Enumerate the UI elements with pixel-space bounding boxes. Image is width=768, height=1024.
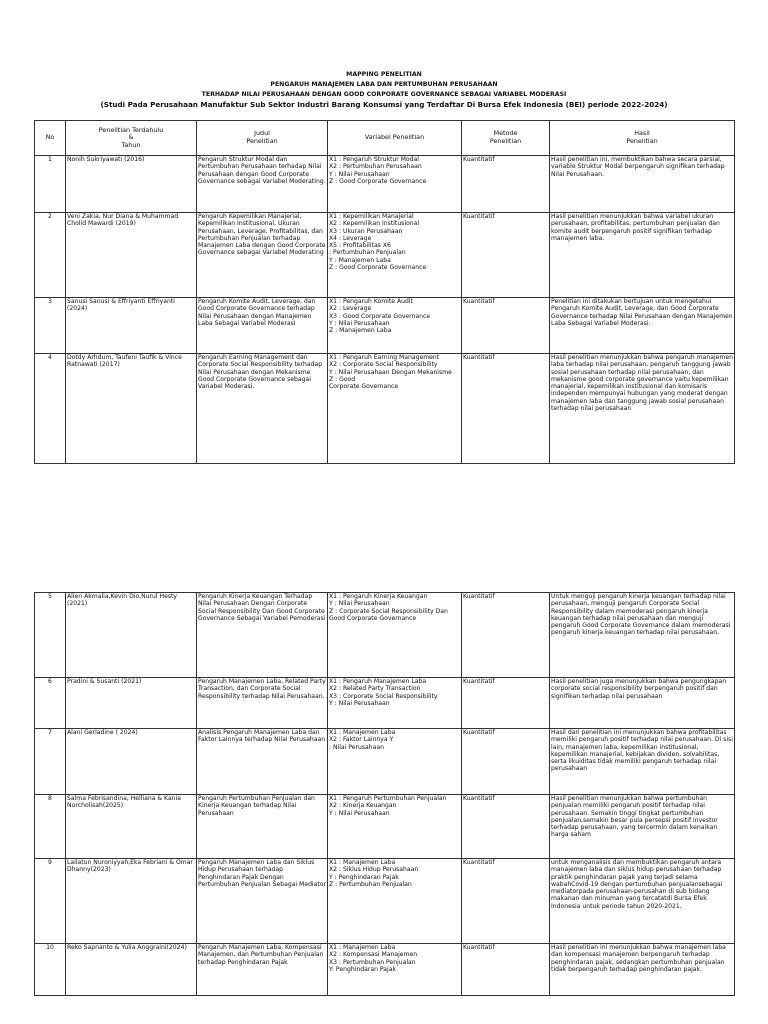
cell-peneliti: Sanusi Sanusi & Effriyanti Effriyanti (2024)	[66, 298, 197, 354]
cell-peneliti: Reko Sapnanto & Yulia Anggraini(2024)	[66, 944, 197, 996]
header-no: No	[35, 121, 66, 156]
cell-judul: Pengaruh Komite Audit, Leverage, dan Good Corporate Governance terhadap Nilai Perusahaan dengan Manajemen Laba Sebagai Variabel Moderasi	[197, 298, 328, 354]
cell-variabel: X1 : Pengaruh Kinerja Keuangan Y : Nilai Perusahaan Z : Corporate Social Responsibility Dan Good Corporate Governance	[328, 593, 462, 678]
cell-hasil: Hasil penelitian menunjukkan bahwa variabel ukuran perusahaan, profitabilitas, pertumbuhan penjualan dan komite audit berpengaruh positif signifikan terhadap manajemen laba.	[550, 213, 735, 298]
cell-metode: Kuantitatif	[462, 678, 550, 729]
cell-metode: Kuantitatif	[462, 298, 550, 354]
title-line-2: PENGARUH MANAJEMEN LABA DAN PERTUMBUHAN PERUSAHAAN	[270, 81, 498, 88]
table-header-row	[35, 121, 735, 156]
cell-metode: Kuantitatif	[462, 213, 550, 298]
cell-peneliti: Pradini & Susanti (2021)	[66, 678, 197, 729]
document-title-block	[0, 70, 768, 110]
cell-judul: Pengaruh Kepemilikan Manajerial, Kepemilikan Institusional, Ukuran Perusahaan, Leverage, Profitabilitas, dan Pertumbuhan Penjualan terhadap Manajemen Laba dengan Good Corporate Governance sebagai Variabel Moderating	[197, 213, 328, 298]
cell-hasil: Untuk menguji pengaruh kinerja keuangan terhadap nilai perusahaan, menguji pengaruh Corporate Social Responsibility dalam memoderasi pengaruh kinerja keuangan terhadap nilai perusahaan dan menguji pengaruh Good Corporate Governance dalam memoderasi pengaruh kinerja keuangan terhadap nilai perusahaan.	[550, 593, 735, 678]
cell-variabel: X1 : Manajemen Laba X2 : Siklus Hidup Perusahaan Y : Penghindaran Pajak Z : Pertumbuhan Penjualan	[328, 859, 462, 944]
header-metode: Metode Penelitian	[462, 121, 550, 156]
header-judul: Judul Penelitian	[197, 121, 328, 156]
cell-no: 2	[35, 213, 66, 298]
cell-metode: Kuantitatif	[462, 944, 550, 996]
header-peneliti: Penelitian Terdahulu & Tahun	[66, 121, 197, 156]
cell-metode: Kuantitatif	[462, 354, 550, 464]
title-line-4: (Studi Pada Perusahaan Manufaktur Sub Sektor Industri Barang Konsumsi yang Terdaftar Di Bursa Efek Indonesia (BEI) periode 2022-2024)	[100, 100, 668, 109]
cell-no: 4	[35, 354, 66, 464]
cell-judul: Pengaruh Manajemen Laba dan Siklus Hidup Perusahaan terhadap Penghindaran Pajak Dengan Pertumbuhan Penjualan Sebagai Mediator	[197, 859, 328, 944]
cell-peneliti: Lailatun Nuroniyyah,Eka Febriani & Omar Dhanny(2023)	[66, 859, 197, 944]
cell-judul: Pengaruh Manajemen Laba, Kompensasi Manajemen, dan Pertumbuhan Penjualan terhadap Penghindaran Pajak	[197, 944, 328, 996]
cell-peneliti: Alien Akmalia,Kevin Dio,Nurul Hesty (2021)	[66, 593, 197, 678]
cell-judul: Pengaruh Pertumbuhan Penjualan dan Kinerja Keuangan terhadap Nilai Perusahaan	[197, 795, 328, 859]
cell-variabel: X1 : Pengaruh Manajemen Laba X2 : Related Party Transaction X3 : Corporate Social Responsibility Y : Nilai Perusahaan	[328, 678, 462, 729]
table-row	[35, 354, 735, 464]
cell-judul: Pengaruh Kinerja Keuangan Terhadap Nilai Perusahaan Dengan Corporate Social Responsibility Dan Good Corporate Governance Sebagai Variabel Pemoderasi	[197, 593, 328, 678]
header-variabel: Variabel Penelitian	[328, 121, 462, 156]
cell-judul: Pengaruh Earning Management dan Corporate Social Responsibility terhadap Nilai Perusahaan dengan Mekanisme Good Corporate Governance sebagai Variabel Moderasi.	[197, 354, 328, 464]
cell-variabel: X1 : Manajemen Laba X2 : Faktor Lainnya Y : Nilai Perusahaan	[328, 729, 462, 795]
cell-hasil: Hasil penelitian ini menunjukkan bahwa manajemen laba dan kompensasi manajemen berpengaruh terhadap penghindaran pajak, sedangkan pertumbuhan penjualan tidak berpengaruh terhadap penghindaran pajak.	[550, 944, 735, 996]
cell-variabel: X1 : Pengaruh Komite Audit X2 : Leverage X3 : Good Corporate Governance Y : Nilai Perusahaan Z : Manajemen Laba	[328, 298, 462, 354]
table-row	[35, 944, 735, 996]
table-row	[35, 729, 735, 795]
title-line-1: MAPPING PENELITIAN	[346, 71, 422, 78]
cell-no: 3	[35, 298, 66, 354]
cell-metode: Kuantitatif	[462, 859, 550, 944]
cell-judul: Pengaruh Struktur Modal dan Pertumbuhan Perusahaan terhadap Nilai Perusahaan dengan Good Corporate Governance sebagai Variabel Moderating.	[197, 156, 328, 213]
cell-hasil: Hasil penelitian menunjukkan bahwa pertumbuhan penjualan memiliki pengaruh positif terhadap nilai perusahaan. Semakin tinggi tingkat pertumbuhan penjualan,semakin besar pula persepsi positif investor terhadap perusahaan, yang tercermin dalam kenaikan harga saham	[550, 795, 735, 859]
cell-hasil: Hasil penelitian juga menunjukkan bahwa pengungkapan corporate social responsibility berpengaruh positif dan signifikan terhadap nilai perusahaan	[550, 678, 735, 729]
cell-variabel: X1 : Kepemilikan Manajerial X2 : Kepemilikan Institusional X3 : Ukuran Perusahaan X4 : Leverage X5 : Profitabilitas X6 : Pertumbuhan Penjualan Y : Manajemen Laba Z : Good Corporate Governance	[328, 213, 462, 298]
cell-no: 1	[35, 156, 66, 213]
table-row	[35, 156, 735, 213]
table-row	[35, 298, 735, 354]
table-row	[35, 678, 735, 729]
title-line-3: TERHADAP NILAI PERUSAHAAN DENGAN GOOD CORPORATE GOVERNANCE SEBAGAI VARIABEL MODERASI	[201, 91, 567, 98]
cell-metode: Kuantitatif	[462, 156, 550, 213]
cell-hasil: Penelitian ini ditakukan bertujuan untuk mengetahui Pengaruh Komite Audit, Leverage, dan Good Corporate Governance terhadap Nilai Perusahaan dengan Manajemen Laba Sebagai Variabel Moderasi.	[550, 298, 735, 354]
cell-peneliti: Dotdy Arhdum, Taufeni Taufik & Vince Ratnawati (2017)	[66, 354, 197, 464]
cell-metode: Kuantitatif	[462, 795, 550, 859]
cell-metode: Kuantitatif	[462, 729, 550, 795]
cell-peneliti: Alani Gerladine ( 2024)	[66, 729, 197, 795]
cell-no: 6	[35, 678, 66, 729]
cell-judul: Pengaruh Manajemen Laba, Related Party Transaction, dan Corporate Social Responsibility terhadap Nilai Perusahaan.	[197, 678, 328, 729]
cell-variabel: X1 : Pengaruh Earning Management X2 : Corporate Social Responsibility Y : Nilai Perusahaan Dengan Mekanisme Z : Good Corporate Governance	[328, 354, 462, 464]
cell-hasil: Hasil penelitian menunjukkan bahwa pengaruh manajemen laba terhadap nilai perusahaan, pengaruh tanggung jawab sosial perusahaan terhadap nilai perusahaan, dan mekanisme good corporate governance yaitu kepemilikan manajerial, kepemilikan institusional dan komisaris independen mempunyai hubungan yang moderat dengan manajemen laba dan tanggung jawab sosial perusahaan terhadap nilai perusahaan	[550, 354, 735, 464]
cell-no: 7	[35, 729, 66, 795]
mapping-table-page2	[34, 592, 735, 996]
cell-variabel: X1 : Pengaruh Pertumbuhan Penjualan X2 : Kinerja Keuangan Y : Nilai Perusahaan	[328, 795, 462, 859]
cell-hasil: untuk menganalisis dan membuktikan pengaruh antara manajemen laba dan siklus hidup perusahaan terhadap praktik penghindaran pajak yang terjadi selama wabahCovid-19 dengan pertumbuhan penjualansebagai mediatorpada perusahaan-perusahan di sub bidang makanan dan minuman yang tercatatdi Bursa Efek Indonesia untuk periode tahun 2020-2021.	[550, 859, 735, 944]
cell-no: 10	[35, 944, 66, 996]
cell-peneliti: Salma Febrisandina, Helliana & Kania Nurcholisah(2025)	[66, 795, 197, 859]
cell-no: 8	[35, 795, 66, 859]
table-row	[35, 593, 735, 678]
cell-no: 5	[35, 593, 66, 678]
cell-metode: Kuantitatif	[462, 593, 550, 678]
cell-peneliti: Veni Zakia, Nur Diana & Muhammad Cholid Mawardi (2019)	[66, 213, 197, 298]
cell-hasil: Hasil dari penelitian ini menunjukkan bahwa profitabilitas memiliki pengaruh positif terhadap nilai perusahaan. Di sisi lain, manajemen laba, kepemilikan institusional, kepemilikan manajerial, kebijakan dividen, solvabilitas, serta likuiditas tidak memiliki pengaruh terhadap nilai perusahaan	[550, 729, 735, 795]
table-row	[35, 795, 735, 859]
cell-judul: Analisis Pengaruh Manajemen Laba dan Faktor Lainnya terhadap Nilai Perusahaan	[197, 729, 328, 795]
table-row	[35, 213, 735, 298]
cell-peneliti: Nonih Sukriyawati (2016)	[66, 156, 197, 213]
mapping-table-page1	[34, 120, 735, 464]
cell-variabel: X1 : Manajemen Laba X2 : Kompensasi Manajemen X3 : Pertumbuhan Penjualan Y: Penghindaran Pajak	[328, 944, 462, 996]
cell-no: 9	[35, 859, 66, 944]
header-hasil: Hasil Penelitian	[550, 121, 735, 156]
cell-variabel: X1 : Pengaruh Struktur Modal X2 : Pertumbuhan Perusahaan Y : Nilai Perusahaan Z : Good Corporate Governance	[328, 156, 462, 213]
table-row	[35, 859, 735, 944]
cell-hasil: Hasil penelitian ini, membuktikan bahwa secara parsial, variable Struktur Modal berpengaruh signifikan terhadap Nilai Perusahaan.	[550, 156, 735, 213]
